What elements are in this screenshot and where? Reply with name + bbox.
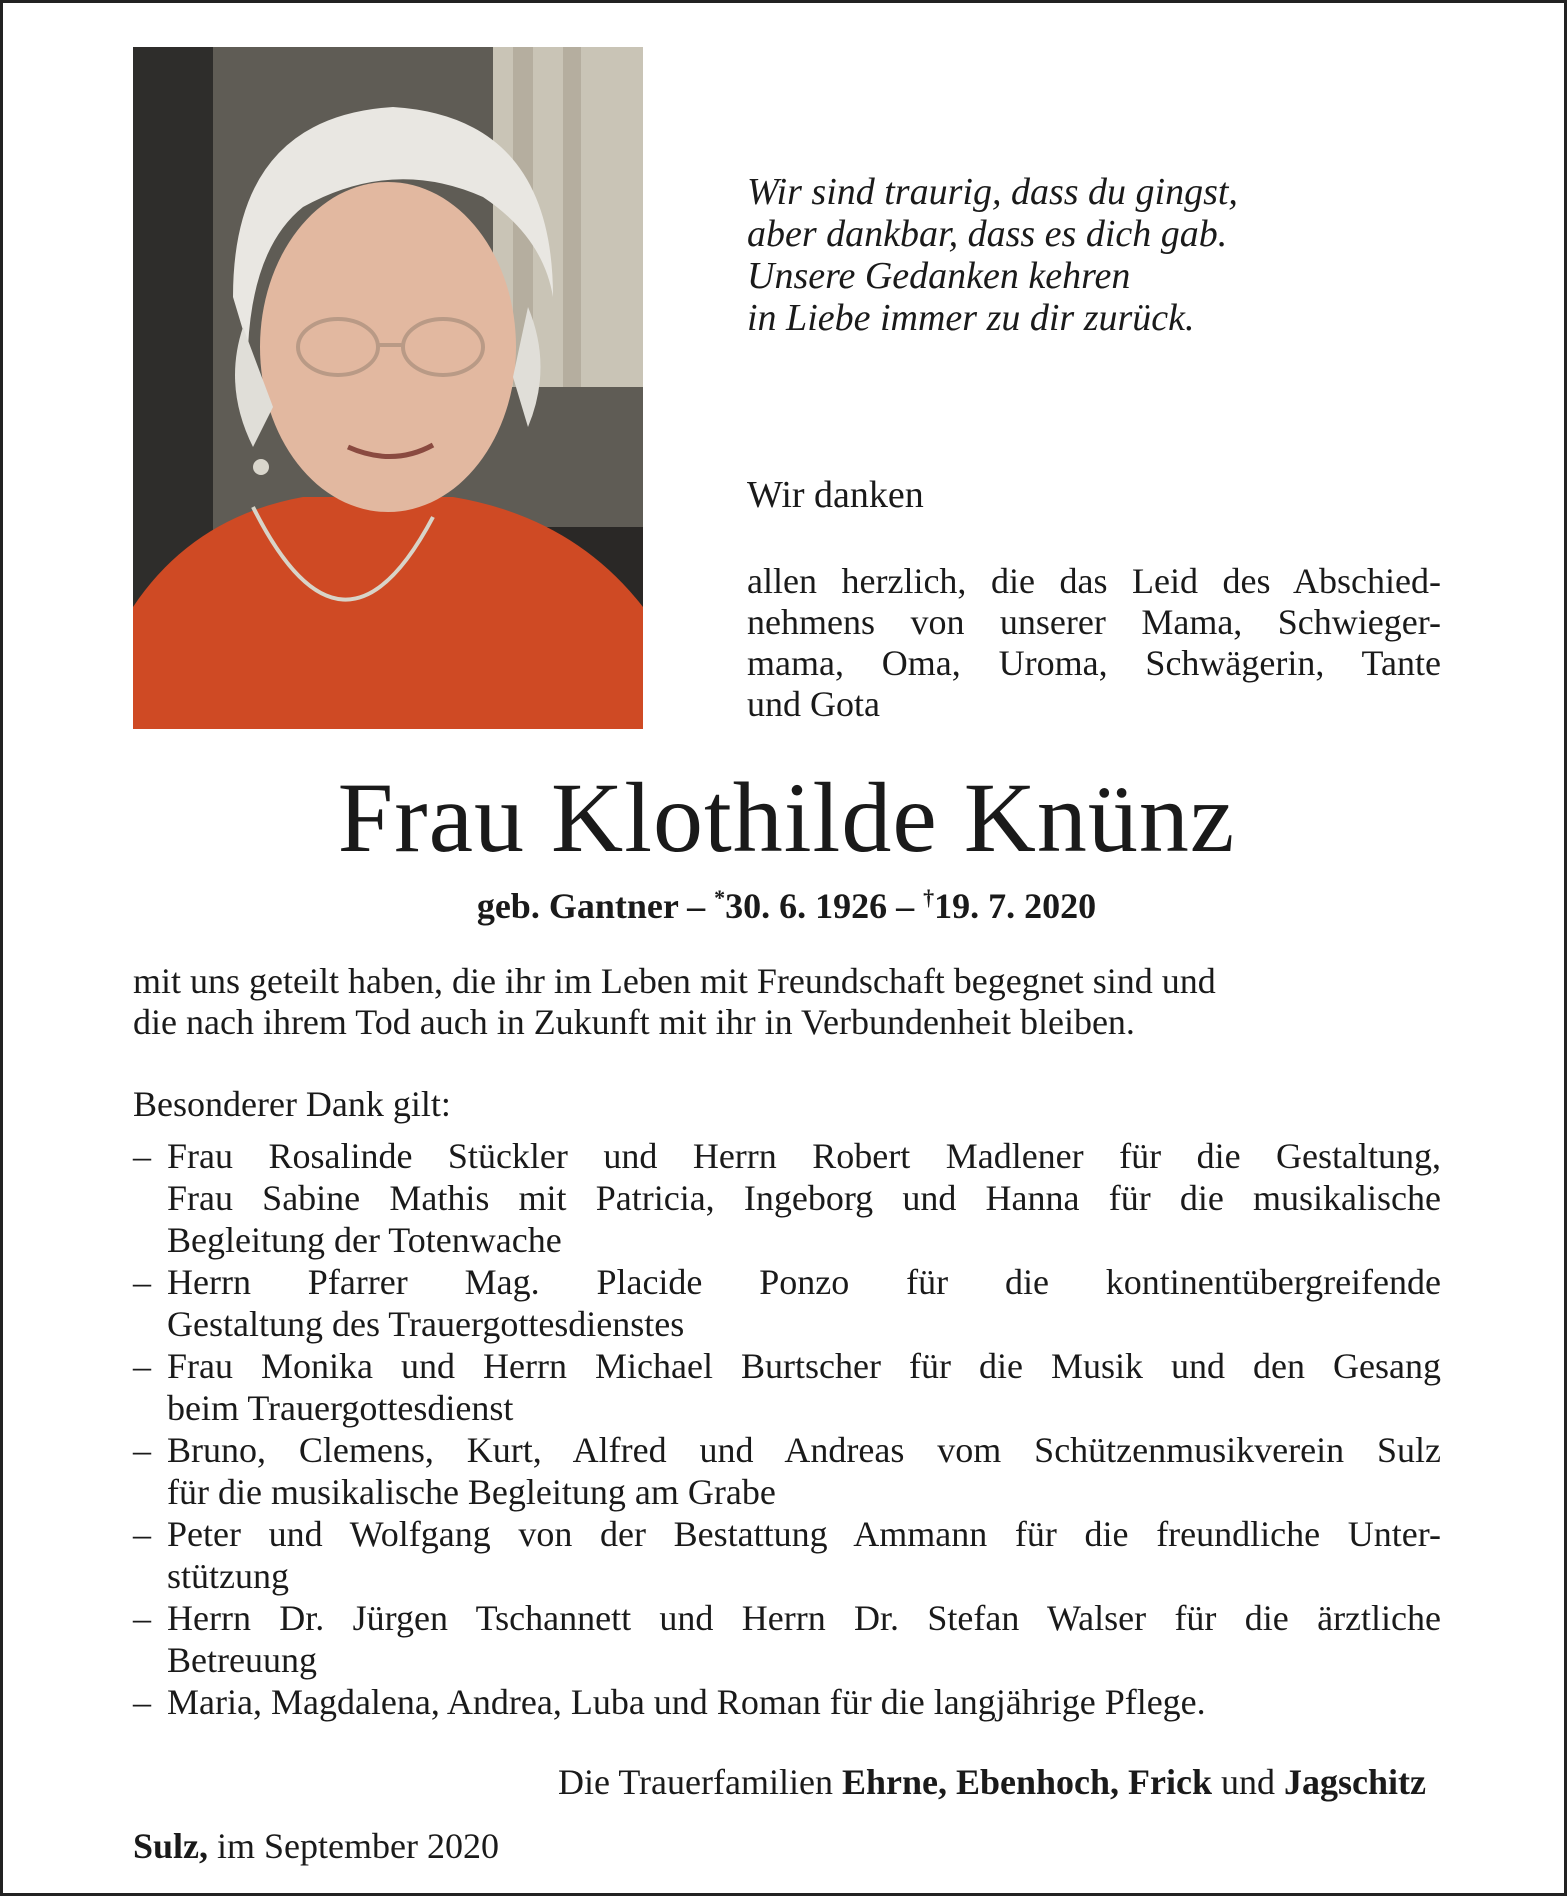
thanks-intro-line: mama, Oma, Uroma, Schwägerin, Tante xyxy=(747,643,1441,683)
family-name: Frick xyxy=(1128,1762,1213,1802)
list-item-line: stützung xyxy=(167,1556,289,1596)
maiden-name: geb. Gantner xyxy=(476,886,679,926)
thanks-intro-line: und Gota xyxy=(747,684,880,724)
deceased-name: Frau Klothilde Knünz xyxy=(337,762,1236,873)
list-item xyxy=(133,1345,1441,1429)
list-item-line: – Maria, Magdalena, Andrea, Luba und Roman für die langjährige Pflege. xyxy=(167,1682,1206,1722)
poem-line: in Liebe immer zu dir zurück. xyxy=(747,297,1195,339)
life-dates xyxy=(3,885,1567,927)
place-town: Sulz, xyxy=(133,1826,209,1866)
family-name: Jagschitz xyxy=(1284,1762,1426,1802)
body-text xyxy=(133,961,1441,1043)
portrait-photo xyxy=(133,47,643,729)
list-item-line: – Peter und Wolfgang von der Bestattung Ammann für die freundliche Unter- xyxy=(167,1514,1441,1554)
thanks-title: Wir danken xyxy=(747,474,924,516)
death-date: 19. 7. 2020 xyxy=(934,886,1097,926)
list-item xyxy=(133,1261,1441,1345)
birth-symbol: * xyxy=(714,885,726,910)
list-item-line: – Bruno, Clemens, Kurt, Alfred und Andreas vom Schützenmusikverein Sulz xyxy=(167,1430,1441,1470)
family-name: Ehrne, xyxy=(841,1762,947,1802)
list-item-line: Betreuung xyxy=(167,1640,317,1680)
body-line: die nach ihrem Tod auch in Zukunft mit ihr in Verbundenheit bleiben. xyxy=(133,1002,1135,1042)
special-thanks-heading: Besonderer Dank gilt: xyxy=(133,1084,451,1124)
signature-prefix: Die Trauerfamilien xyxy=(558,1762,833,1802)
list-item xyxy=(133,1597,1441,1681)
signature-conjunction: und xyxy=(1221,1762,1276,1802)
list-item xyxy=(133,1135,1441,1261)
birth-date: 30. 6. 1926 xyxy=(725,886,888,926)
thanks-intro-line: allen herzlich, die das Leid des Abschied- xyxy=(747,561,1441,601)
thanks-intro-line: nehmens von unserer Mama, Schwieger- xyxy=(747,602,1441,642)
death-symbol: † xyxy=(923,885,935,910)
place-date xyxy=(133,1825,499,1867)
list-item xyxy=(133,1681,1441,1723)
list-item xyxy=(133,1429,1441,1513)
date-separator: – xyxy=(896,886,915,926)
place-date-text: im September 2020 xyxy=(217,1826,499,1866)
list-item xyxy=(133,1513,1441,1597)
list-item-line: – Herrn Dr. Jürgen Tschannett und Herrn Dr. Stefan Walser für die ärztliche xyxy=(167,1598,1441,1638)
list-item-line: – Frau Rosalinde Stückler und Herrn Robert Madlener für die Gestaltung, xyxy=(167,1136,1441,1176)
poem-line: Unsere Gedanken kehren xyxy=(747,255,1131,297)
family-name: Ebenhoch, xyxy=(955,1762,1120,1802)
thanks-intro xyxy=(747,561,1441,725)
list-item-line: – Herrn Pfarrer Mag. Placide Ponzo für die kontinentübergreifende xyxy=(167,1262,1441,1302)
list-item-line: beim Trauergottesdienst xyxy=(167,1388,514,1428)
list-item-line: für die musikalische Begleitung am Grabe xyxy=(167,1472,776,1512)
special-thanks-list xyxy=(133,1135,1441,1723)
date-separator: – xyxy=(687,886,706,926)
list-item-line: – Frau Monika und Herrn Michael Burtscher für die Musik und den Gesang xyxy=(167,1346,1441,1386)
family-signature xyxy=(558,1761,1426,1803)
portrait-illustration xyxy=(133,47,643,729)
list-item-line: Frau Sabine Mathis mit Patricia, Ingeborg und Hanna für die musikalische xyxy=(167,1178,1441,1218)
poem-line: aber dankbar, dass es dich gab. xyxy=(747,213,1228,255)
list-item-line: Begleitung der Totenwache xyxy=(167,1220,562,1260)
poem-line: Wir sind traurig, dass du gingst, xyxy=(747,171,1238,213)
poem xyxy=(747,171,1447,339)
list-item-line: Gestaltung des Trauergottesdienstes xyxy=(167,1304,685,1344)
body-line: mit uns geteilt haben, die ihr im Leben mit Freundschaft begegnet sind und xyxy=(133,961,1216,1001)
